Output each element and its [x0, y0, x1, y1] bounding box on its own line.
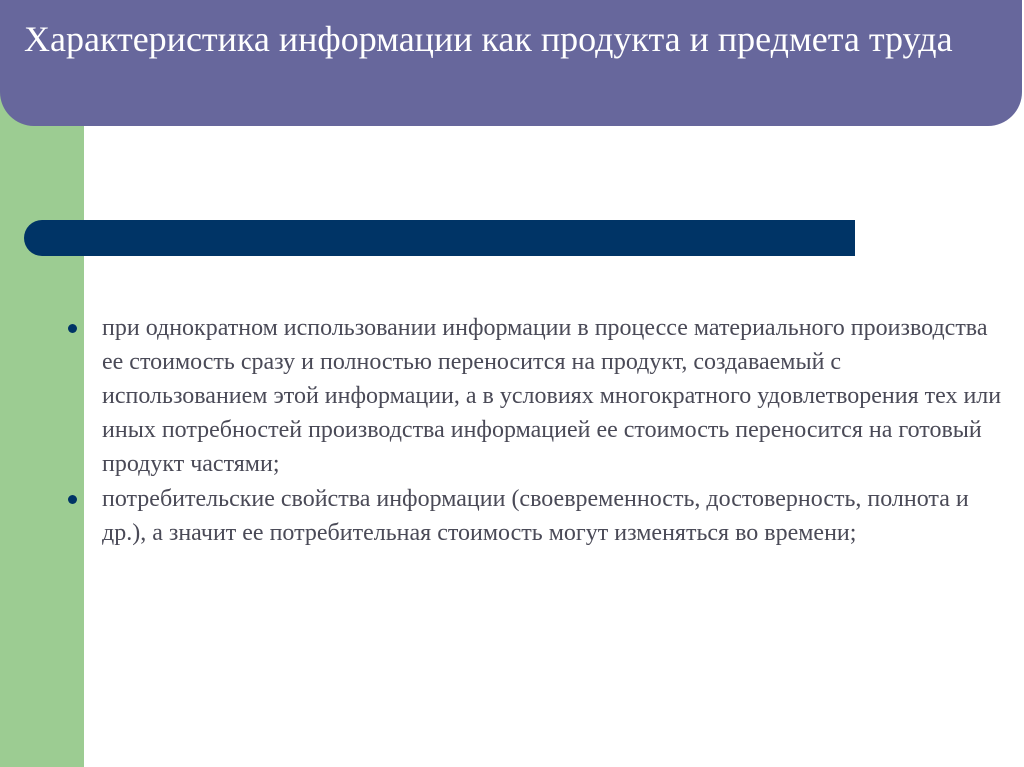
- bullet-list: [66, 311, 1011, 551]
- page-title: Характеристика информации как продукта и предмета труда: [24, 19, 953, 59]
- bullet-dot-icon: [68, 324, 77, 333]
- list-item: [66, 482, 1011, 550]
- bullet-text: при однократном использовании информации в процессе материального производства ее стоимость сразу и полностью переносится на продукт, создаваемый с использованием этой информации, а в условиях многократного удовлетворения тех или иных потребностей производства информацией ее стоимость переносится на готовый продукт частями;: [102, 315, 1002, 477]
- bullet-text: потребительские свойства информации (своевременность, достоверность, полнота и др.), а значит ее потребительная стоимость могут изменяться во времени;: [102, 486, 969, 546]
- title-bar: [0, 0, 1022, 126]
- bullet-dot-icon: [68, 495, 77, 504]
- accent-bar: [24, 220, 855, 256]
- list-item: [66, 311, 1011, 481]
